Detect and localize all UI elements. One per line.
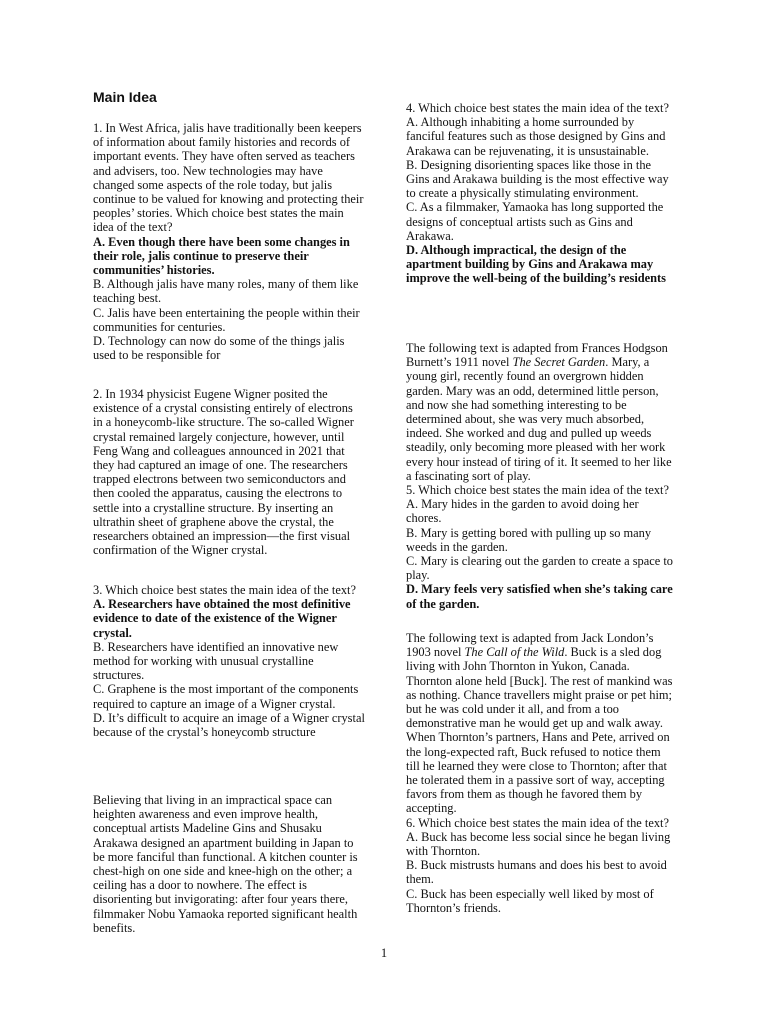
- passage-4-text: Believing that living in an impractical space can heighten awareness and even improve health, conceptual artists Madeline Gins and Shusaku Arakawa designed an apartment building in Japan to be more fanciful than functional. A kitchen counter is chest-high on one side and knee-high on the other; a ceiling has a door to nowhere. The effect is disorienting but invigorating: after four years there, filmmaker Nobu Yamaoka reported significant health benefits.: [93, 793, 358, 935]
- passage-4: [93, 793, 365, 935]
- question-3: [93, 583, 365, 739]
- question-4-option-b: B. Designing disorienting spaces like those in the Gins and Arakawa building is the most effective way to create a physically stimulating environment.: [406, 157, 669, 201]
- question-3-option-c: C. Graphene is the most important of the components required to capture an image of a Wigner crystal.: [93, 682, 359, 711]
- passage-5-text: [406, 341, 674, 483]
- passage-5-intro: The following text is adapted from Frances Hodgson Burnett’s 1911 novel: [406, 341, 668, 370]
- question-1-stem: 1. In West Africa, jalis have traditionally been keepers of information about family histories and records of important events. They have often served as teachers and advisers, too. New technologies may have changed some aspects of the role today, but jalis continue to be valued for knowing and protecting their peoples’ stories. Which choice best states the main idea of the text?: [93, 121, 364, 235]
- passage-6-text: [406, 631, 674, 816]
- page-heading: Main Idea: [93, 89, 157, 105]
- passage-6-intro: The following text is adapted from Jack London’s 1903 novel: [406, 631, 654, 660]
- question-3-stem: 3. Which choice best states the main idea of the text?: [93, 583, 356, 597]
- passage-6-body: . Buck is a sled dog living with John Thornton in Yukon, Canada. Thornton alone held [Buck]. The rest of mankind was as nothing. Chance travellers might praise or pet him; but he was cold under it all, and from a too demonstrative man he would get up and walk away. When Thornton’s partners, Hans and Pete, arrived on the long-expected raft, Buck refused to notice them till he learned they were close to Thornton; after that he tolerated them in a passive sort of way, accepting favors from them as though he favored them by accepting.: [406, 645, 673, 816]
- question-4: [406, 101, 674, 286]
- passage-2-text: 2. In 1934 physicist Eugene Wigner posited the existence of a crystal consisting entirely of electrons in a honeycomb-like structure. The so-called Wigner crystal remained largely conjecture, however, until Feng Wang and colleagues announced in 2021 that they had captured an image of one. The researchers trapped electrons between two semiconductors and then cooled the apparatus, causing the electrons to settle into a crystalline structure. By inserting an ultrathin sheet of graphene above the crystal, the researchers obtained an impression—the first visual confirmation of the Wigner crystal.: [93, 387, 354, 558]
- question-6-option-c: C. Buck has been especially well liked by most of Thornton’s friends.: [406, 886, 654, 915]
- question-4-option-d: D. Although impractical, the design of the apartment building by Gins and Arakawa may improve the well-being of the building’s residents: [406, 243, 666, 286]
- question-4-option-c: C. As a filmmaker, Yamaoka has long supported the designs of conceptual artists such as Gins and Arakawa.: [406, 200, 664, 243]
- question-1-option-d: D. Technology can now do some of the things jalis used to be responsible for: [93, 334, 345, 363]
- question-1: [93, 121, 365, 362]
- question-1-option-b: B. Although jalis have many roles, many of them like teaching best.: [93, 277, 359, 306]
- question-4-stem: 4. Which choice best states the main idea of the text?: [406, 101, 669, 115]
- question-5-stem: 5. Which choice best states the main idea of the text?: [406, 483, 669, 498]
- passage-5-book-title: The Secret Garden: [512, 355, 606, 370]
- question-6-option-a: A. Buck has become less social since he began living with Thornton.: [406, 829, 671, 859]
- question-3-option-b: B. Researchers have identified an innovative new method for working with unusual crystalline structures.: [93, 639, 339, 683]
- question-5-option-a: A. Mary hides in the garden to avoid doing her chores.: [406, 497, 639, 526]
- question-5-option-b: B. Mary is getting bored with pulling up so many weeds in the garden.: [406, 525, 652, 554]
- question-3-option-a: A. Researchers have obtained the most definitive evidence to date of the existence of the Wigner crystal.: [93, 597, 351, 640]
- page-number: 1: [380, 946, 388, 960]
- question-3-option-d: D. It’s difficult to acquire an image of a Wigner crystal because of the crystal’s honeycomb structure: [93, 710, 365, 740]
- question-5-option-d: D. Mary feels very satisfied when she’s taking care of the garden.: [406, 582, 673, 611]
- question-1-option-c: C. Jalis have been entertaining the people within their communities for centuries.: [93, 305, 360, 334]
- question-4-option-a: A. Although inhabiting a home surrounded by fanciful features such as those designed by Gins and Arakawa can be rejuvenating, it is unsustainable.: [406, 115, 666, 158]
- passage-6-book-title: The Call of the Wild: [464, 645, 565, 660]
- question-5-option-c: C. Mary is clearing out the garden to create a space to play.: [406, 554, 673, 583]
- question-6-option-b: B. Buck mistrusts humans and does his best to avoid them.: [406, 858, 667, 887]
- question-1-option-a: A. Even though there have been some changes in their role, jalis continue to preserve their communities’ histories.: [93, 234, 350, 278]
- passage-2: [93, 387, 365, 557]
- passage-5-body: . Mary, a young girl, recently found an overgrown hidden garden. Mary was an odd, determined little person, and now she had something interesting to be determined about, she was very much absorbed, indeed. She worked and dug and pulled up weeds steadily, only becoming more pleased with her work every hour instead of tiring of it. It seemed to her like a fascinating sort of play.: [406, 355, 672, 483]
- passage-5: [406, 341, 674, 611]
- passage-6: [406, 631, 674, 915]
- question-6-stem: 6. Which choice best states the main idea of the text?: [406, 815, 669, 830]
